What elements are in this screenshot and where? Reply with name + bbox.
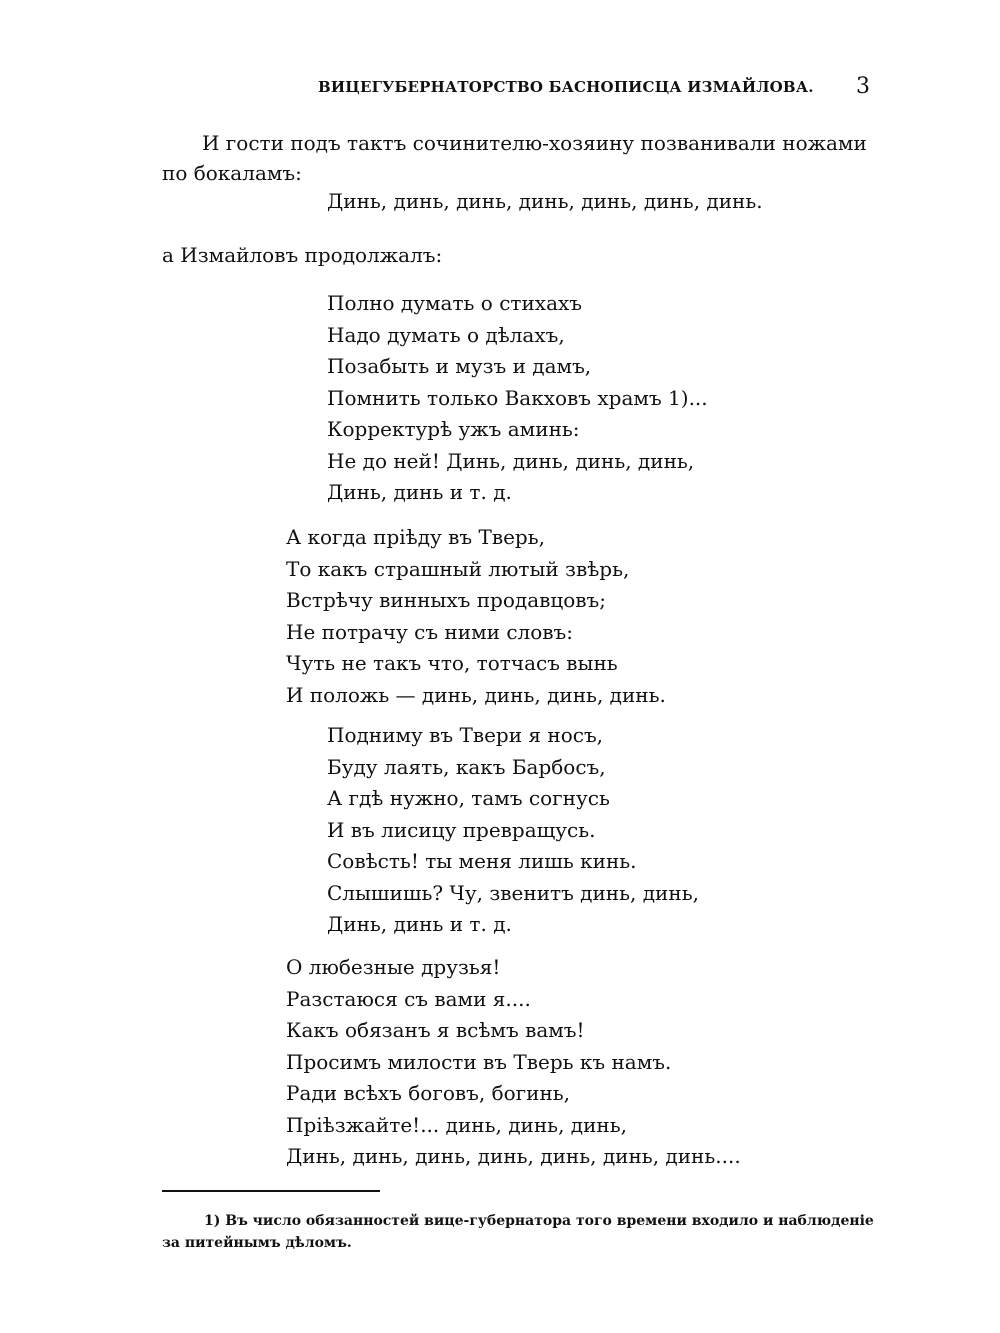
poem-stanza-2 (286, 522, 666, 711)
paragraph-transition: а Измайловъ продолжалъ: (162, 243, 443, 267)
running-title: ВИЦЕГУБЕРНАТОРСТВО БАСНОПИСЦА ИЗМАЙЛОВА. (318, 78, 814, 96)
paragraph-intro: И гости подъ тактъ сочинителю-хозяину позванивали ножами по бокаламъ: (162, 131, 867, 185)
verse-line: Какъ обязанъ я всѣмъ вамъ! (286, 1018, 585, 1042)
verse-line: О любезные друзья! (286, 955, 501, 979)
verse-line: Слышишь? Чу, звенитъ динь, динь, (327, 880, 699, 905)
verse-line: А гдѣ нужно, тамъ согнусь (327, 786, 610, 810)
verse-line: Встрѣчу винныхъ продавцовъ; (286, 588, 606, 612)
footnote: 1) Въ число обязанностей вице-губернатора того времени входило и наблюденіе за питейнымъ дѣломъ. (162, 1213, 874, 1251)
verse-line: И въ лисицу превращусь. (327, 817, 596, 842)
verse-line: И положь — динь, динь, динь, динь. (286, 682, 666, 707)
verse-line: Полно думать о стихахъ (327, 291, 582, 315)
page-number: 3 (856, 74, 870, 99)
verse-line: Помнить только Вакховъ храмъ 1)... (327, 385, 708, 410)
verse-line: Не до ней! Динь, динь, динь, динь, (327, 448, 695, 473)
verse-line: Подниму въ Твери я носъ, (327, 723, 604, 747)
verse-line: Пріѣзжайте!... динь, динь, динь, (286, 1112, 628, 1137)
verse-line: Динь, динь и т. д. (327, 912, 512, 936)
verse-line: Разстаюся съ вами я.... (286, 986, 531, 1011)
ding-line: Динь, динь, динь, динь, динь, динь, динь. (327, 189, 763, 213)
verse-line: Ради всѣхъ боговъ, богинь, (286, 1081, 571, 1105)
verse-line: Чуть не такъ что, тотчасъ вынь (286, 651, 618, 675)
verse-line: А когда пріѣду въ Тверь, (286, 525, 545, 549)
poem-stanza-3 (327, 720, 699, 941)
verse-line: Динь, динь и т. д. (327, 480, 512, 504)
footnote-divider (162, 1190, 380, 1192)
verse-line: Динь, динь, динь, динь, динь, динь, динь.... (286, 1144, 741, 1168)
verse-line: То какъ страшный лютый звѣрь, (286, 556, 630, 581)
verse-line: Позабыть и музъ и дамъ, (327, 354, 592, 378)
verse-line: Просимъ милости въ Тверь къ намъ. (286, 1049, 672, 1074)
verse-line: Корректурѣ ужъ аминь: (327, 417, 580, 441)
poem-stanza-4 (286, 952, 741, 1173)
verse-line: Буду лаять, какъ Барбосъ, (327, 754, 606, 779)
verse-line: Не потрачу съ ними словъ: (286, 619, 574, 644)
verse-line: Совѣсть! ты меня лишь кинь. (327, 849, 637, 873)
verse-line: Надо думать о дѣлахъ, (327, 322, 565, 347)
poem-stanza-1 (327, 288, 708, 509)
